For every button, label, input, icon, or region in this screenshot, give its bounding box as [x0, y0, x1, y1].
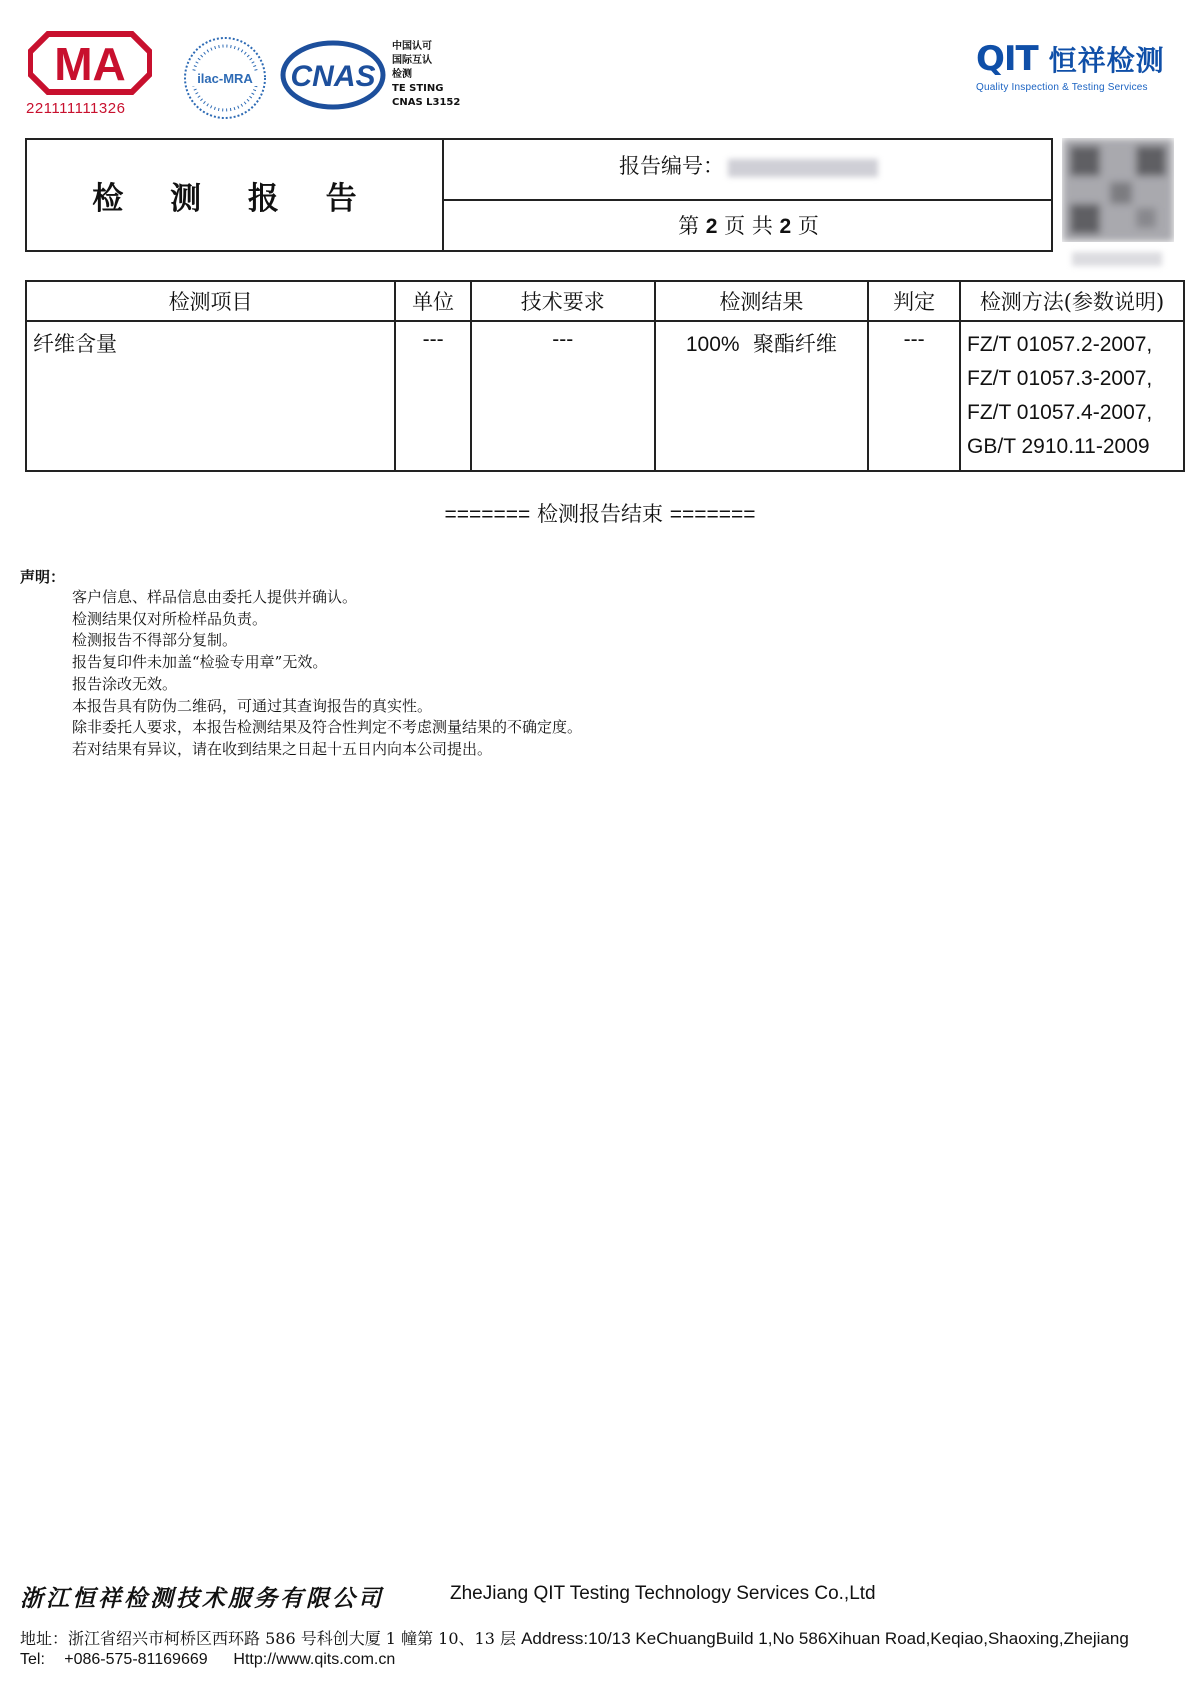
- report-end-line: [0, 498, 1200, 528]
- page-mid: 页 共: [724, 214, 773, 238]
- footer-website[interactable]: Http://www.qits.com.cn: [233, 1651, 396, 1668]
- qr-code-redacted: [1062, 138, 1174, 242]
- qit-chinese: 恒祥检测: [1048, 44, 1165, 77]
- qr-caption-redacted: [1072, 252, 1162, 266]
- col-header: 技术要求: [471, 281, 655, 321]
- cma-number: 221111111326: [26, 100, 126, 117]
- footer-company-cn: 浙江恒祥检测技术服务有限公司: [20, 1585, 384, 1612]
- report-title: 检 测 报 告: [92, 180, 375, 217]
- cnas-logo: [280, 40, 386, 110]
- report-number-redacted: [728, 159, 878, 177]
- declaration-item: 检测结果仅对所检样品负责。: [72, 609, 268, 628]
- results-table: [25, 280, 1185, 472]
- report-number: [444, 150, 1053, 180]
- declaration-item: 报告涂改无效。: [72, 674, 178, 693]
- report-title-cell: [25, 138, 444, 252]
- method-line: FZ/T 01057.3-2007,: [967, 367, 1153, 390]
- declaration-item: 客户信息、样品信息由委托人提供并确认。: [72, 588, 358, 606]
- result-material: 聚酯纤维: [752, 332, 837, 356]
- cell-requirement: ---: [471, 321, 655, 471]
- cnas-line: CNAS L3152: [392, 97, 461, 108]
- end-line-right: =======: [669, 503, 756, 526]
- ilac-mra-logo: [183, 36, 267, 120]
- header-divider: [444, 199, 1053, 201]
- cell-method: [960, 321, 1184, 471]
- footer-company-en: ZheJiang QIT Testing Technology Services Co.,Ltd: [450, 1583, 876, 1604]
- result-percent: 100%: [685, 333, 740, 356]
- cnas-line: 国际互认: [392, 55, 432, 66]
- col-header: 单位: [395, 281, 471, 321]
- page-indicator: [444, 210, 1053, 240]
- qit-latin: QIT: [976, 39, 1038, 79]
- footer-address: [20, 1626, 1129, 1649]
- declaration-item: 若对结果有异议，请在收到结果之日起十五日内向本公司提出。: [72, 739, 493, 758]
- cell-result: [655, 321, 869, 471]
- declaration-list: [72, 587, 582, 761]
- method-line: FZ/T 01057.2-2007,: [967, 333, 1153, 356]
- footer-contact: [20, 1651, 395, 1669]
- declaration-item: 本报告具有防伪二维码，可通过其查询报告的真实性。: [72, 696, 433, 715]
- table-row: [26, 321, 1184, 471]
- page-prefix: 第: [678, 214, 700, 238]
- footer-address-en: Address:10/13 KeChuangBuild 1,No 586Xihuan Road,Keqiao,Shaoxing,Zhejiang: [521, 1629, 1129, 1648]
- footer-address-cn: 地址：浙江省绍兴市柯桥区西环路 586 号科创大厦 1 幢第 10、13 层: [20, 1629, 516, 1648]
- col-header: 检测项目: [26, 281, 395, 321]
- page-total: 2: [779, 215, 792, 238]
- cell-unit: ---: [395, 321, 471, 471]
- cnas-caption: [392, 40, 460, 110]
- footer-tel-label: Tel:: [20, 1651, 45, 1668]
- qit-tagline: Quality Inspection & Testing Services: [976, 82, 1148, 93]
- cnas-line: 中国认可: [392, 41, 432, 52]
- table-header-row: [26, 281, 1184, 321]
- cnas-line: 检测: [392, 69, 412, 80]
- cma-logo: [28, 30, 152, 96]
- end-line-left: =======: [444, 503, 531, 526]
- declaration-item: 除非委托人要求，本报告检测结果及符合性判定不考虑测量结果的不确定度。: [72, 718, 583, 737]
- method-line: FZ/T 01057.4-2007,: [967, 401, 1153, 424]
- page-suffix: 页: [797, 214, 819, 238]
- col-header: 判定: [868, 281, 960, 321]
- declaration-item: 检测报告不得部分复制。: [72, 631, 238, 650]
- footer-tel: +086-575-81169669: [64, 1651, 208, 1668]
- svg-text:MA: MA: [54, 38, 126, 90]
- col-header: 检测结果: [655, 281, 869, 321]
- declaration-item: 报告复印件未加盖“检验专用章”无效。: [72, 653, 328, 672]
- qit-logo: [976, 40, 1176, 93]
- col-header: 检测方法(参数说明): [960, 281, 1184, 321]
- svg-text:CNAS: CNAS: [290, 60, 376, 93]
- qit-wordmark: [976, 40, 1176, 80]
- report-number-label: 报告编号：: [619, 154, 724, 178]
- page-current: 2: [705, 215, 718, 238]
- method-line: GB/T 2910.11-2009: [967, 435, 1150, 458]
- svg-text:ilac-MRA: ilac-MRA: [197, 71, 253, 86]
- cell-item: 纤维含量: [26, 321, 395, 471]
- cell-judgement: ---: [868, 321, 960, 471]
- end-line-text: 检测报告结束: [537, 502, 663, 526]
- cnas-line: TE STING: [392, 83, 444, 94]
- declaration-title: 声明：: [20, 568, 66, 586]
